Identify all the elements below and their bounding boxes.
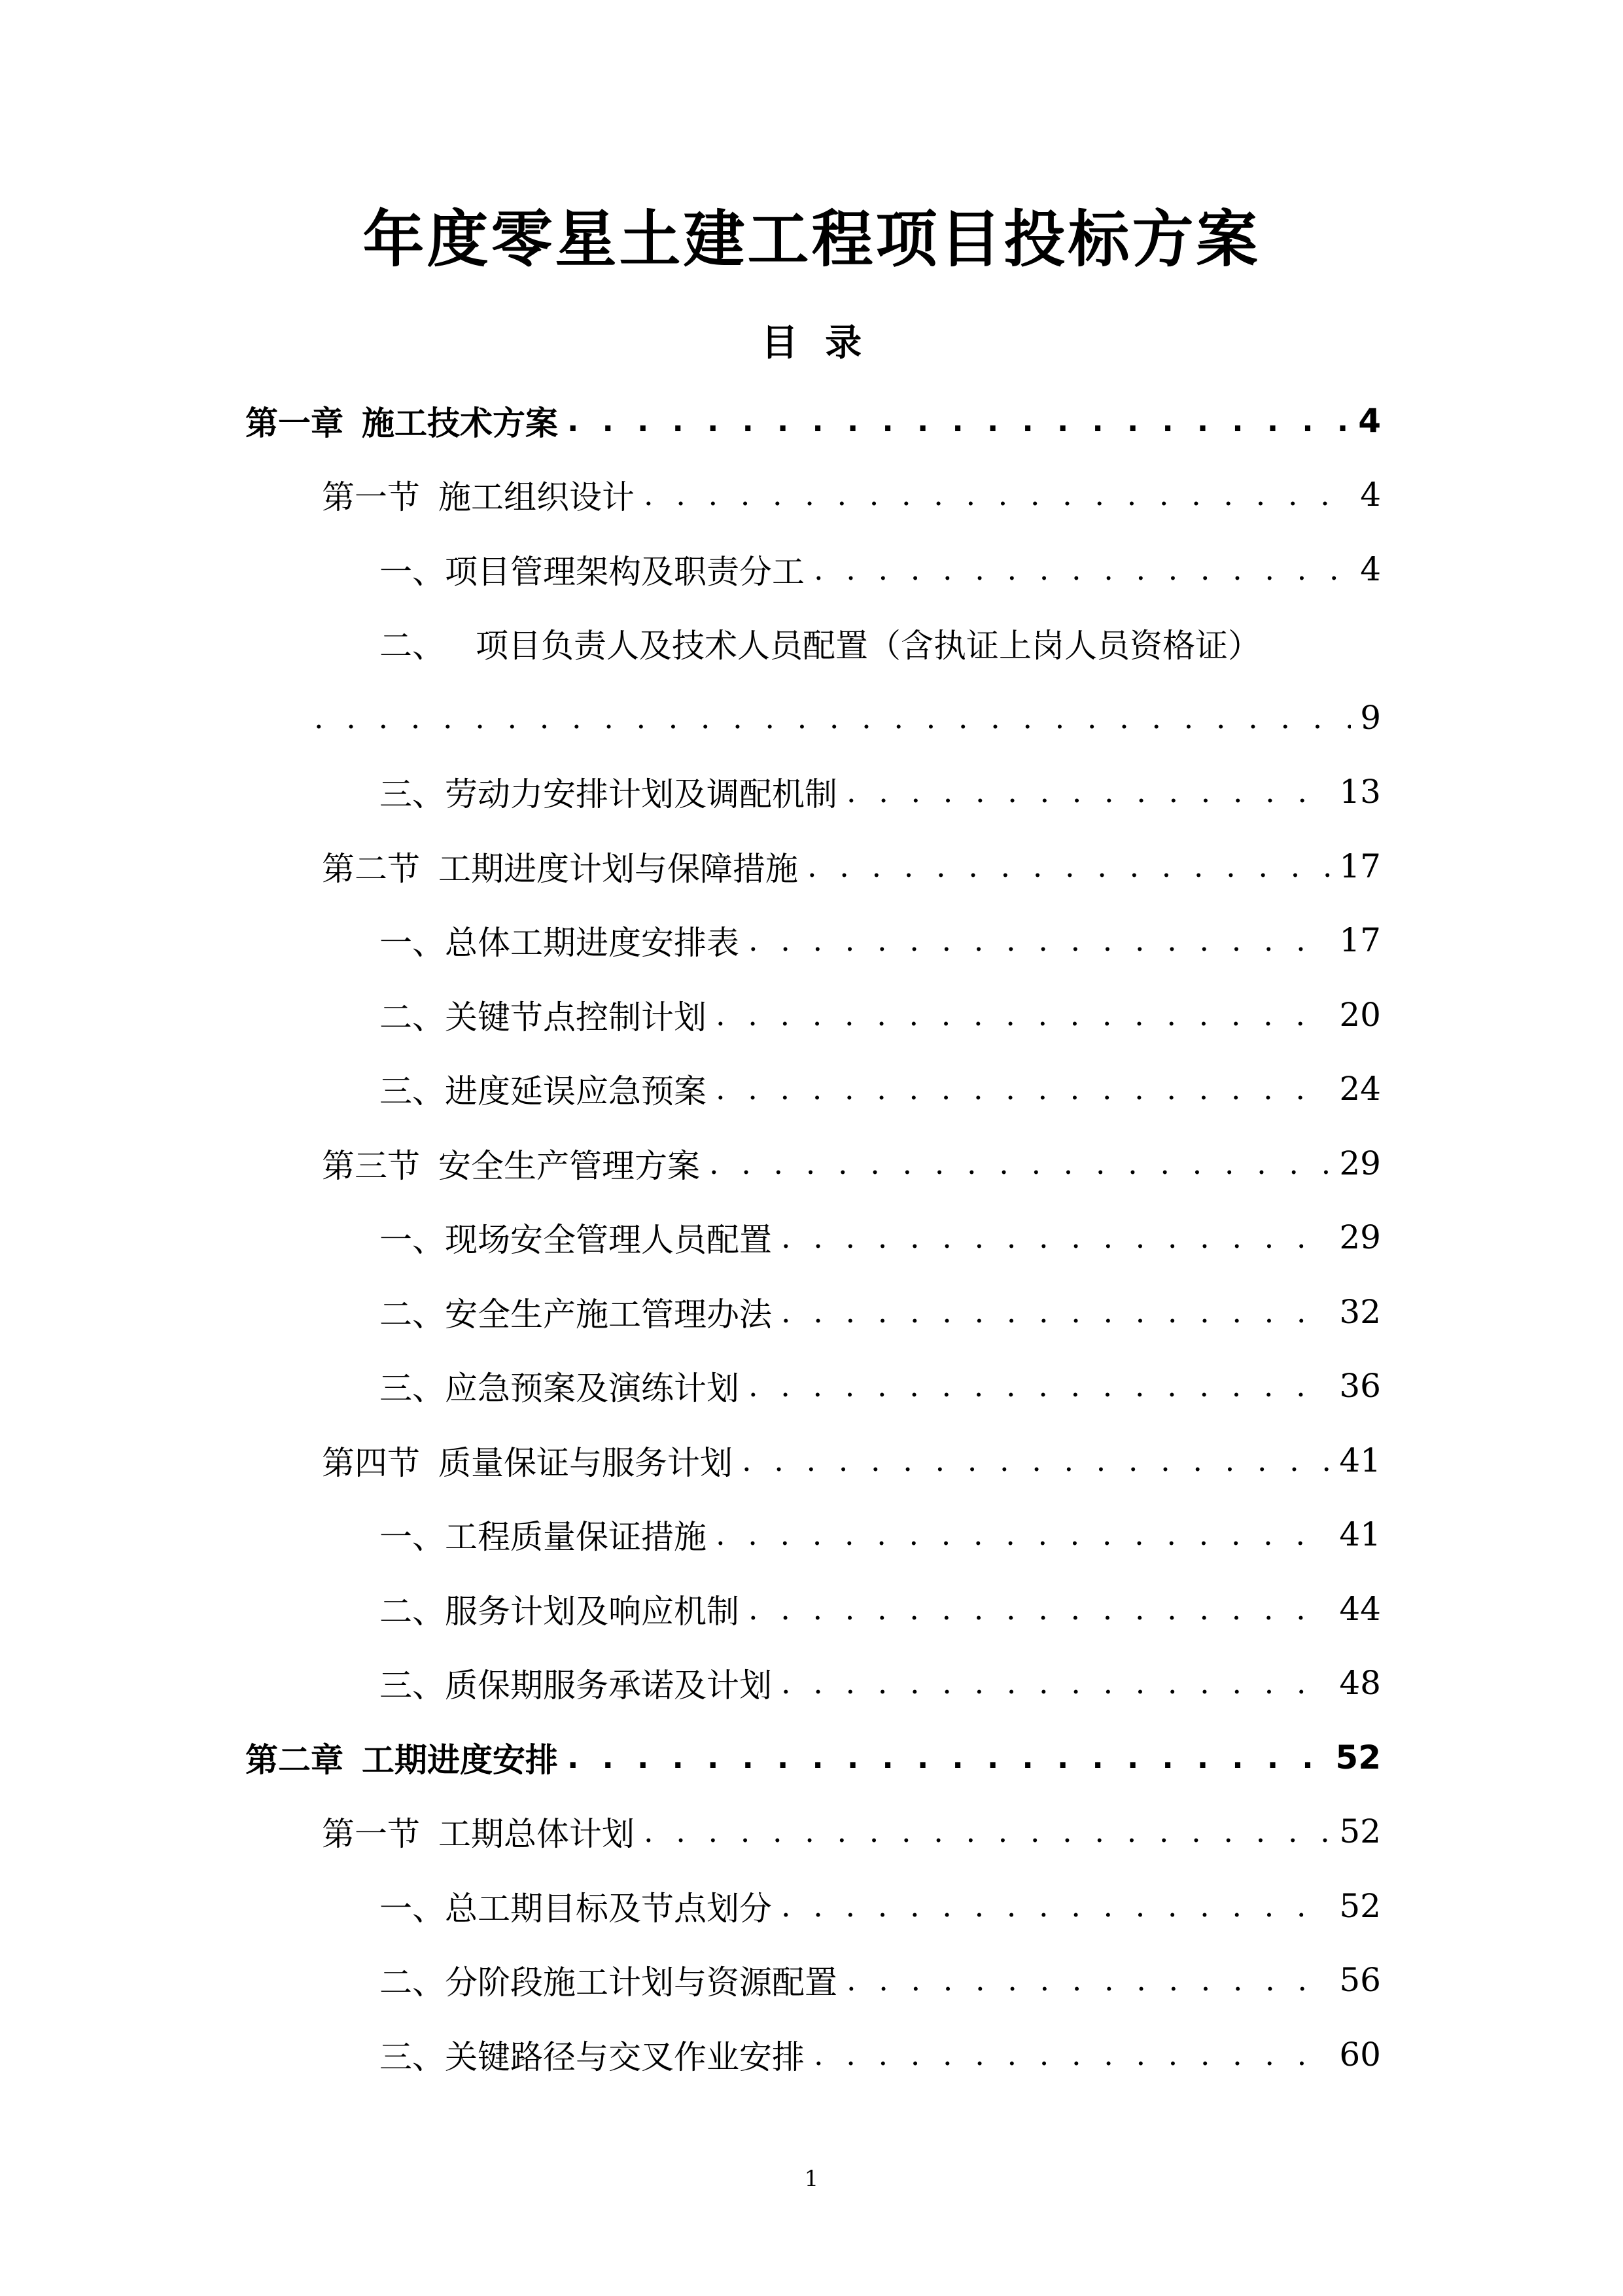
- toc-leader-dots: [846, 774, 1330, 809]
- toc-entry-page: 17: [1339, 847, 1381, 885]
- toc-entry-text: 安全生产施工管理办法: [445, 1295, 772, 1333]
- toc-entry-item[interactable]: [0, 1275, 1623, 1349]
- toc-entry-page: 4: [1358, 401, 1381, 440]
- toc-entry-text: 施工组织设计: [438, 478, 635, 517]
- toc-entry-number: 第四节: [322, 1443, 420, 1482]
- toc-entry-item[interactable]: [0, 1349, 1623, 1424]
- toc-entry-number: 第二章: [245, 1740, 343, 1779]
- toc-entry-item[interactable]: [0, 1943, 1623, 2018]
- toc-entry-text: 应急预案及演练计划: [445, 1369, 739, 1408]
- toc-entry-number: 三、: [379, 1072, 445, 1111]
- toc-entry-text: 关键路径与交叉作业安排: [445, 2038, 805, 2076]
- toc-entry-text: 服务计划及响应机制: [445, 1592, 739, 1631]
- toc-entry-text: 项目负责人及技术人员配置（含执证上岗人员资格证）: [476, 627, 1261, 665]
- toc-entry-item[interactable]: [0, 904, 1623, 978]
- toc-entry-number: 一、: [379, 1518, 445, 1557]
- toc-entry-number: 三、: [379, 2038, 445, 2076]
- toc-entry-page: 9: [1360, 698, 1381, 737]
- toc-entry-number: 三、: [379, 775, 445, 814]
- toc-entry-number: 二、: [379, 1964, 445, 2002]
- toc-entry-number: 第一节: [322, 1815, 420, 1854]
- toc-entry-page: 41: [1339, 1515, 1381, 1554]
- document-title: 年度零星土建工程项目投标方案: [362, 204, 1261, 275]
- toc-entry-text: 安全生产管理方案: [438, 1146, 700, 1185]
- toc-entry-section[interactable]: [0, 1423, 1623, 1498]
- toc-entry-number: 二、: [379, 627, 445, 665]
- toc-leader-dots: [781, 1220, 1330, 1255]
- toc-leader-dots: [567, 1740, 1326, 1775]
- toc-entry-section[interactable]: [0, 829, 1623, 904]
- toc-entry-number: 二、: [379, 1295, 445, 1333]
- toc-leader-dots: [781, 1888, 1330, 1924]
- table-of-contents: [0, 383, 1623, 2092]
- toc-entry-number: 二、: [379, 1592, 445, 1631]
- toc-leader-dots: [709, 1146, 1330, 1181]
- toc-entry-chapter[interactable]: [0, 383, 1623, 458]
- toc-entry-text: 劳动力安排计划及调配机制: [445, 775, 837, 814]
- toc-entry-item[interactable]: [0, 1201, 1623, 1275]
- toc-entry-text: 关键节点控制计划: [445, 998, 707, 1036]
- toc-entry-page: 29: [1339, 1144, 1381, 1182]
- toc-entry-item[interactable]: [0, 755, 1623, 830]
- toc-entry-text: 质保期服务承诺及计划: [445, 1667, 772, 1705]
- toc-entry-number: 一、: [379, 552, 445, 591]
- toc-leader-dots: [814, 2037, 1330, 2072]
- toc-entry-item[interactable]: [0, 1572, 1623, 1646]
- toc-entry-number: 一、: [379, 1221, 445, 1260]
- toc-leader-dots: [748, 923, 1330, 958]
- toc-entry-number: 二、: [379, 998, 445, 1036]
- toc-entry-page: 20: [1339, 995, 1381, 1034]
- toc-entry-item[interactable]: [0, 1646, 1623, 1721]
- toc-leader-dots: [644, 477, 1351, 512]
- toc-entry-item-continuation[interactable]: [0, 680, 1623, 755]
- toc-entry-page: 4: [1360, 476, 1381, 514]
- toc-entry-number: 第二节: [322, 849, 420, 888]
- toc-entry-number: 第一章: [245, 404, 343, 442]
- toc-entry-item[interactable]: [0, 2017, 1623, 2092]
- toc-entry-text: 工期进度计划与保障措施: [438, 849, 798, 888]
- toc-entry-page: 4: [1360, 550, 1381, 588]
- toc-leader-dots: [807, 849, 1330, 884]
- toc-entry-item[interactable]: [0, 532, 1623, 607]
- toc-entry-item[interactable]: [0, 978, 1623, 1052]
- toc-leader-dots: [716, 1517, 1330, 1552]
- toc-entry-text: 质量保证与服务计划: [438, 1443, 733, 1482]
- toc-leader-dots: [644, 1814, 1330, 1849]
- toc-entry-page: 44: [1339, 1589, 1381, 1628]
- toc-heading: 目 录: [761, 322, 862, 364]
- toc-entry-page: 32: [1339, 1292, 1381, 1331]
- toc-entry-section[interactable]: [0, 1126, 1623, 1201]
- toc-leader-dots: [846, 1962, 1330, 1998]
- toc-entry-number: 第一节: [322, 478, 420, 517]
- toc-entry-item[interactable]: [0, 1498, 1623, 1572]
- toc-entry-text: 总工期目标及节点划分: [445, 1889, 772, 1928]
- toc-entry-number: 三、: [379, 1369, 445, 1408]
- toc-leader-dots: [742, 1443, 1330, 1478]
- toc-entry-chapter[interactable]: [0, 1720, 1623, 1795]
- toc-leader-dots: [781, 1665, 1330, 1701]
- toc-entry-page: 13: [1339, 773, 1381, 811]
- toc-entry-number: 第三节: [322, 1146, 420, 1185]
- toc-entry-item[interactable]: [0, 1052, 1623, 1127]
- toc-entry-text: 项目管理架构及职责分工: [445, 552, 805, 591]
- toc-entry-text: 总体工期进度安排表: [445, 924, 739, 963]
- toc-leader-dots: [814, 552, 1351, 587]
- toc-entry-text: 分阶段施工计划与资源配置: [445, 1964, 837, 2002]
- toc-entry-text: 工期进度安排: [362, 1740, 558, 1779]
- toc-leader-dots: [716, 997, 1330, 1033]
- toc-entry-page: 48: [1339, 1664, 1381, 1703]
- toc-entry-text: 现场安全管理人员配置: [445, 1221, 772, 1260]
- toc-entry-page: 29: [1339, 1218, 1381, 1257]
- toc-leader-dots: [314, 700, 1351, 735]
- toc-entry-page: 24: [1339, 1070, 1381, 1108]
- toc-entry-text: 施工技术方案: [362, 404, 558, 442]
- toc-entry-text: 工期总体计划: [438, 1815, 635, 1854]
- toc-leader-dots: [567, 403, 1349, 438]
- toc-entry-page: 36: [1339, 1367, 1381, 1405]
- toc-entry-item[interactable]: [0, 607, 1623, 681]
- toc-entry-section[interactable]: [0, 1795, 1623, 1869]
- toc-entry-page: 52: [1335, 1738, 1381, 1776]
- toc-leader-dots: [748, 1368, 1330, 1404]
- toc-entry-item[interactable]: [0, 1869, 1623, 1943]
- toc-entry-number: 一、: [379, 924, 445, 963]
- toc-leader-dots: [716, 1071, 1330, 1106]
- toc-leader-dots: [748, 1591, 1330, 1627]
- toc-entry-page: 56: [1339, 1961, 1381, 2000]
- toc-entry-number: 三、: [379, 1667, 445, 1705]
- toc-entry-number: 一、: [379, 1889, 445, 1928]
- toc-entry-text: 进度延误应急预案: [445, 1072, 707, 1111]
- toc-entry-page: 52: [1339, 1812, 1381, 1851]
- toc-entry-page: 17: [1339, 921, 1381, 960]
- toc-entry-text: 工程质量保证措施: [445, 1518, 707, 1557]
- toc-entry-page: 41: [1339, 1441, 1381, 1479]
- page-number: 1: [804, 2166, 819, 2192]
- toc-entry-page: 52: [1339, 1886, 1381, 1925]
- toc-entry-page: 60: [1339, 2035, 1381, 2074]
- toc-leader-dots: [781, 1294, 1330, 1330]
- toc-entry-section[interactable]: [0, 458, 1623, 533]
